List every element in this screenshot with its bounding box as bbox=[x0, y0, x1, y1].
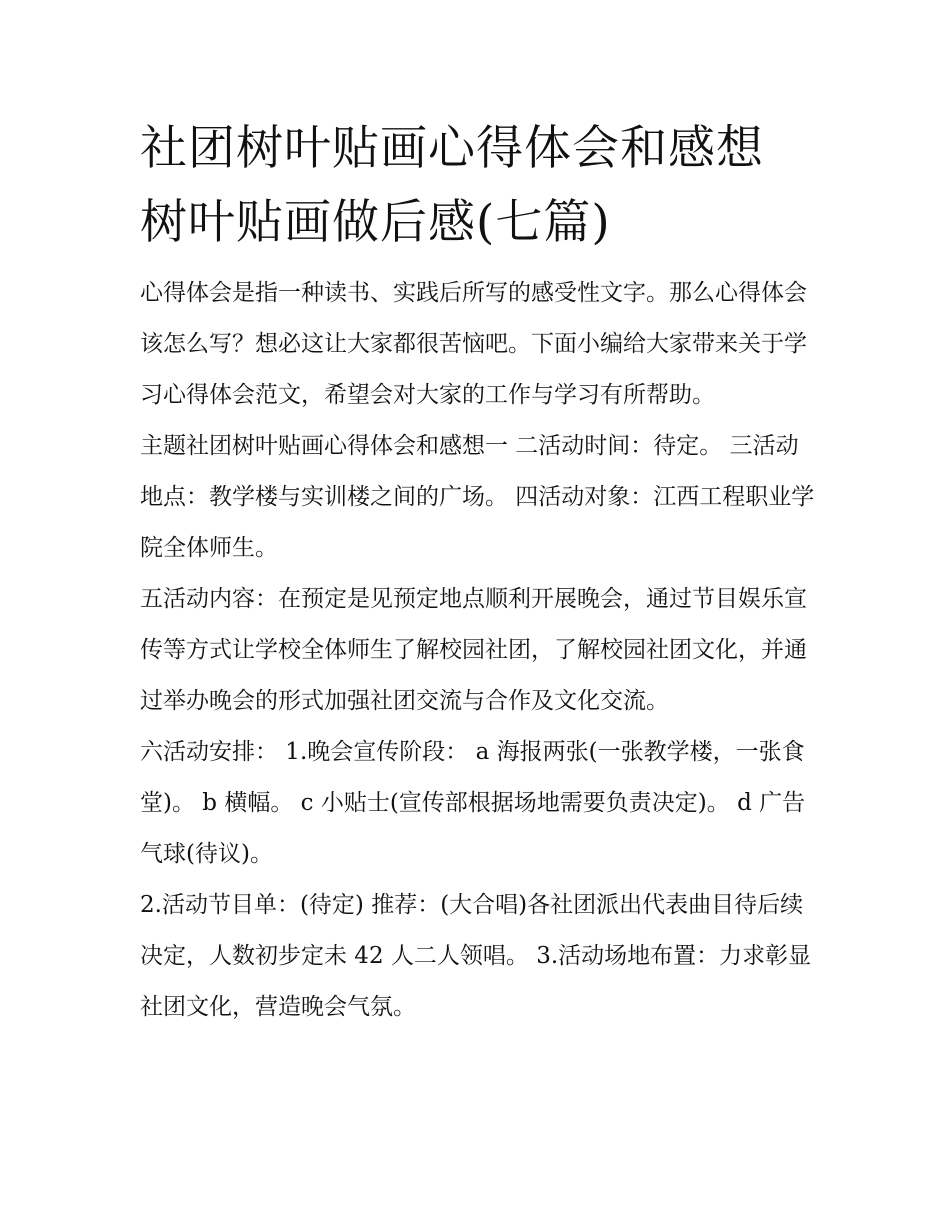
document-title bbox=[140, 112, 815, 260]
paragraph-intro: 心得体会是指一种读书、实践后所写的感受性文字。那么心得体会该怎么写？想必这让大家都很苦恼吧。下面小编给大家带来关于学习心得体会范文，希望会对大家的工作与学习有所帮助。 bbox=[140, 280, 807, 408]
title-line-1: 社团树叶贴画心得体会和感想 bbox=[140, 121, 764, 176]
title-line-2: 树叶贴画做后感(七篇) bbox=[140, 195, 611, 250]
paragraph-activity-arrangement: 六活动安排： 1.晚会宣传阶段： a 海报两张(一张教学楼，一张食堂)。 b 横幅。 c 小贴士(宣传部根据场地需要负责决定)。 d 广告气球(待议)。 bbox=[140, 739, 806, 867]
paragraph-activity-content: 五活动内容：在预定是见预定地点顺利开展晚会，通过节目娱乐宣传等方式让学校全体师生了解校园社团，了解校园社团文化，并通过举办晚会的形式加强社团交流与合作及文化交流。 bbox=[140, 586, 807, 714]
paragraph-theme-time-place: 主题社团树叶贴画心得体会和感想一 二活动时间：待定。 三活动地点：教学楼与实训楼之间的广场。 四活动对象：江西工程职业学院全体师生。 bbox=[140, 433, 815, 561]
paragraph-program-list: 2.活动节目单：(待定) 推荐：(大合唱)各社团派出代表曲目待后续决定，人数初步定未 42 人二人领唱。 3.活动场地布置：力求彰显社团文化，营造晚会气氛。 bbox=[140, 892, 812, 1020]
document-body bbox=[140, 112, 815, 1033]
